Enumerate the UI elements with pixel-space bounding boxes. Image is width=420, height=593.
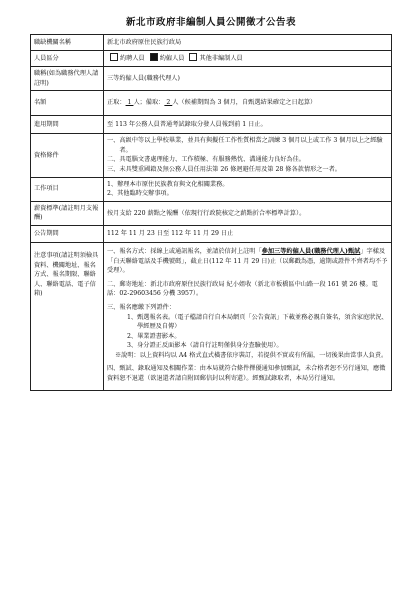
note-notification: 四、甄試、錄取通知及相關作業：由本局就符合條件擇優通知參加甄試，未合格者恕不另行通知，應徵資料恕不退還（欲退還者請自附回郵信封以利寄還）。經甄試錄取者，本局另行通知。 — [107, 365, 386, 383]
qualification-item: 一、 高級中等以上學校畢業，並具有與擬任工作性質相當之訓練 3 個月以上或工作 3 個月以上之經驗者。 — [107, 137, 383, 154]
value-quota — [104, 91, 392, 116]
note-remark: ※說明：以上資料均以 A4 格式直式橫書依序裝訂，若提供不實或有所漏，一切後果由當事人負責。 — [115, 351, 388, 359]
label-period: 公告期間 — [31, 225, 104, 242]
announcement-table — [30, 34, 392, 391]
row-period — [31, 225, 392, 242]
doc-item: 3、 身分證正反面影本（請自行註明僅供身分查驗使用）。 — [127, 342, 283, 350]
note-apply-method: 一、報名方式：採線上或通訊報名，並請於信封上註明「參加三等約僱人員(職務代理人)甄試」字樣及「白天聯絡電話及手機號碼」，截止日(112 年 11 月 29 日)止（以郵戳為憑，逾期或證件不齊者均不予受理）。 — [107, 247, 388, 275]
row-category — [31, 51, 392, 67]
checkbox-contract — [110, 53, 118, 61]
option-other: 其他非編制人員 — [199, 55, 243, 63]
label-notes: 注意事項(請註明須檢具資料、機關地址、報名方式、報名期限、聯絡人、聯絡電話、電子信箱) — [31, 242, 104, 390]
row-grade — [31, 67, 392, 91]
row-scope — [31, 116, 392, 134]
value-agency: 新北市政府原住民族行政局 — [104, 35, 392, 51]
note-required-docs: 三、報名應繳下列證件： — [107, 303, 176, 311]
row-qualifications — [31, 134, 392, 177]
note-mailing-address: 二、郵寄地址：新北市政府原住民族行政局 紀小姐收（新北市板橋區中山路一段 161 號 26 樓。電話：02-29603456 分機 3957）。 — [107, 280, 378, 298]
label-quota: 名額 — [31, 91, 104, 116]
duty-item: 2、 其他臨時交辦事項。 — [107, 190, 173, 198]
checkbox-hired — [150, 53, 158, 61]
row-notes — [31, 242, 392, 390]
duty-item: 1、 辦理本市原住民族教育與文化相關業務。 — [107, 180, 229, 188]
checkbox-other — [189, 53, 197, 61]
value-qualifications — [104, 134, 392, 177]
value-category — [104, 51, 392, 67]
page-title: 新北市政府非編制人員公開徵才公告表 — [125, 17, 296, 28]
label-grade: 職稱(如為職務代理人請註明) — [31, 67, 104, 91]
quota-main-prefix: 正取： — [107, 99, 126, 107]
label-scope: 進用期間 — [31, 116, 104, 134]
value-notes — [104, 242, 392, 390]
label-qualifications: 資格條件 — [31, 134, 104, 177]
quota-note: 人（候補期間為 3 個月，自甄選結果確定之日起算） — [172, 99, 317, 107]
option-hired: 約僱人員 — [159, 55, 185, 63]
option-contract: 約聘人員 — [120, 55, 145, 63]
label-salary: 薪資標準(請註明月支報酬) — [31, 201, 104, 225]
value-salary: 按月支給 220 薪點之報酬（依現行行政院核定之薪點折合率標準計算）。 — [104, 201, 392, 225]
qualification-item: 二、 具電腦文書處理能力、工作積極、有服務熱忱、溝通能力良好為佳。 — [107, 156, 305, 164]
qualification-item: 三、 未具雙重國籍及無公務人員任用法第 26 條迴避任用及第 28 條各款情形之一者。 — [107, 165, 341, 173]
announcement-page — [30, 12, 392, 391]
row-salary — [31, 201, 392, 225]
row-agency — [31, 35, 392, 51]
doc-item: 1、 甄選報名表。（電子檔請自行自本局網頁「公告資訊」下載並務必親自簽名，須含家庭狀況、學經歷及自傳） — [127, 313, 388, 331]
value-scope: 至 113 年公務人員普通考試錄取分發人員報到前 1 日止。 — [104, 116, 392, 134]
doc-item: 2、 畢業證書影本。 — [127, 332, 181, 340]
label-duties: 工作項目 — [31, 177, 104, 201]
value-duties — [104, 177, 392, 201]
quota-main-count: 1 — [125, 99, 134, 107]
quota-backup-count: 2 — [164, 99, 173, 107]
label-category: 人員區分 — [31, 51, 104, 67]
quota-backup-prefix: 人；備取： — [133, 99, 165, 107]
row-quota — [31, 91, 392, 116]
label-agency: 職缺機關名稱 — [31, 35, 104, 51]
value-grade: 三等約僱人員(職務代理人) — [104, 67, 392, 91]
value-period: 112 年 11 月 23 日至 112 年 11 月 29 日止 — [104, 225, 392, 242]
row-duties — [31, 177, 392, 201]
